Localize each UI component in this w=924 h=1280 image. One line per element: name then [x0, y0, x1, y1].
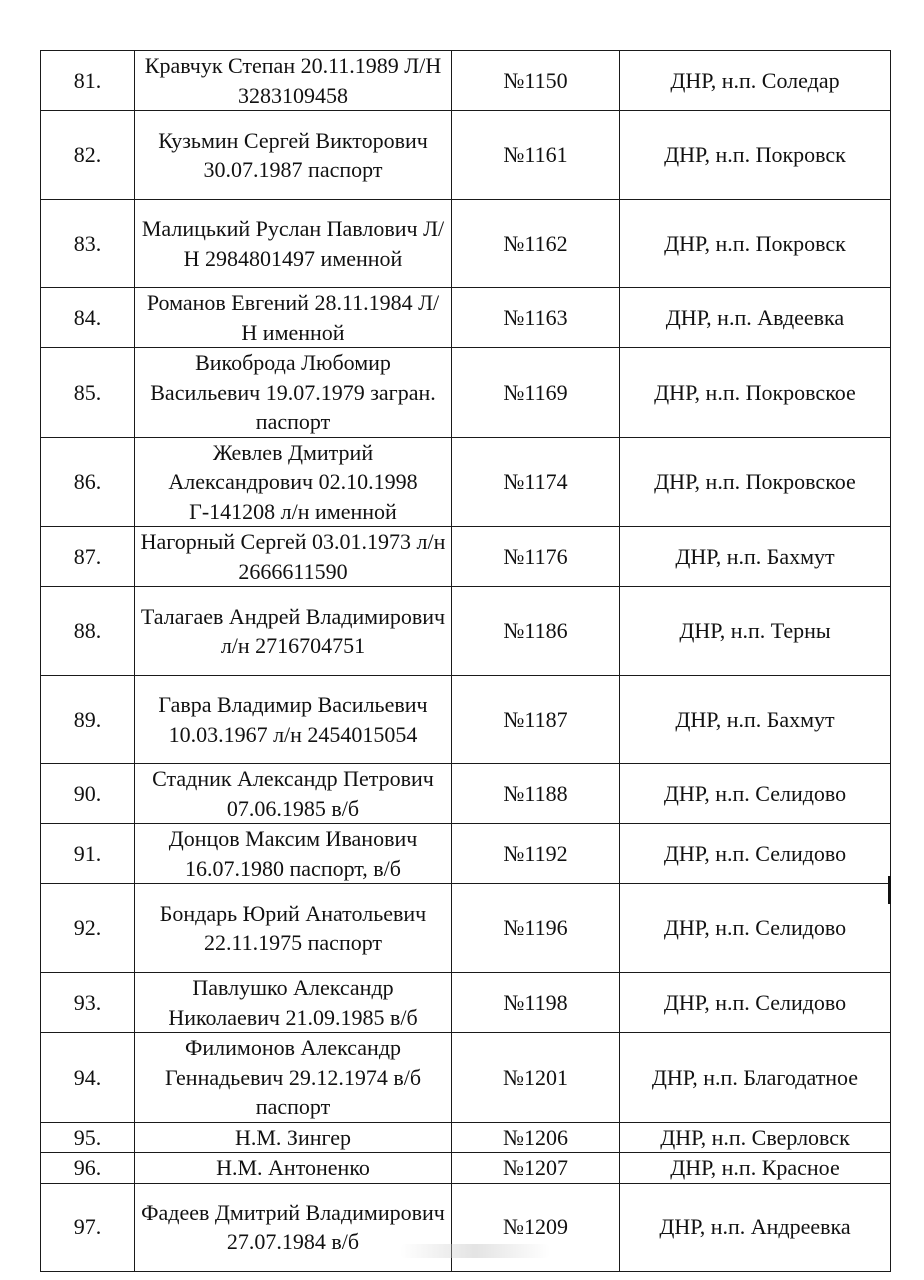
location: ДНР, н.п. Селидово: [620, 973, 891, 1033]
document-number: №1169: [452, 348, 620, 438]
document-number: №1176: [452, 527, 620, 587]
document-number: №1161: [452, 111, 620, 200]
row-number: 90.: [41, 764, 135, 824]
table-row: [41, 884, 891, 973]
person-details: Нагорный Сергей 03.01.1973 л/н 2666611590: [135, 527, 452, 587]
table-row: [41, 437, 891, 527]
person-details: Фадеев Дмитрий Владимирович 27.07.1984 в/б: [135, 1183, 452, 1271]
person-details: Викоброда Любомир Васильевич 19.07.1979 загран. паспорт: [135, 348, 452, 438]
location: ДНР, н.п. Бахмут: [620, 527, 891, 587]
location: ДНР, н.п. Благодатное: [620, 1033, 891, 1123]
row-number: 91.: [41, 824, 135, 884]
document-number: №1206: [452, 1122, 620, 1153]
document-number: №1150: [452, 51, 620, 111]
location: ДНР, н.п. Покровское: [620, 348, 891, 438]
table-row: [41, 527, 891, 587]
document-number: №1201: [452, 1033, 620, 1123]
row-number: 92.: [41, 884, 135, 973]
page-edge-mark: [888, 876, 891, 904]
location: ДНР, н.п. Покровское: [620, 437, 891, 527]
table-row: [41, 1153, 891, 1184]
person-details: Гавра Владимир Васильевич 10.03.1967 л/н 2454015054: [135, 676, 452, 764]
document-number: №1188: [452, 764, 620, 824]
person-details: Жевлев Дмитрий Александрович 02.10.1998 Г-141208 л/н именной: [135, 437, 452, 527]
person-details: Н.М. Зингер: [135, 1122, 452, 1153]
location: ДНР, н.п. Селидово: [620, 824, 891, 884]
faint-watermark: [400, 1244, 550, 1258]
row-number: 95.: [41, 1122, 135, 1153]
row-number: 84.: [41, 288, 135, 348]
location: ДНР, н.п. Красное: [620, 1153, 891, 1184]
table-row: [41, 824, 891, 884]
row-number: 97.: [41, 1183, 135, 1271]
person-details: Романов Евгений 28.11.1984 Л/Н именной: [135, 288, 452, 348]
location: ДНР, н.п. Авдеевка: [620, 288, 891, 348]
table-row: [41, 1033, 891, 1123]
document-number: №1198: [452, 973, 620, 1033]
person-details: Талагаев Андрей Владимирович л/н 2716704751: [135, 587, 452, 676]
table-row: [41, 1122, 891, 1153]
location: ДНР, н.п. Соледар: [620, 51, 891, 111]
table-row: [41, 764, 891, 824]
row-number: 93.: [41, 973, 135, 1033]
document-number: №1209: [452, 1183, 620, 1271]
document-number: №1207: [452, 1153, 620, 1184]
person-details: Малицький Руслан Павлович Л/Н 2984801497 именной: [135, 200, 452, 288]
location: ДНР, н.п. Андреевка: [620, 1183, 891, 1271]
records-table: [40, 50, 891, 1272]
person-details: Павлушко Александр Николаевич 21.09.1985 в/б: [135, 973, 452, 1033]
row-number: 88.: [41, 587, 135, 676]
row-number: 89.: [41, 676, 135, 764]
location: ДНР, н.п. Бахмут: [620, 676, 891, 764]
table-row: [41, 111, 891, 200]
row-number: 82.: [41, 111, 135, 200]
document-number: №1162: [452, 200, 620, 288]
person-details: Донцов Максим Иванович 16.07.1980 паспорт, в/б: [135, 824, 452, 884]
person-details: Н.М. Антоненко: [135, 1153, 452, 1184]
table-row: [41, 200, 891, 288]
person-details: Кузьмин Сергей Викторович 30.07.1987 паспорт: [135, 111, 452, 200]
person-details: Филимонов Александр Геннадьевич 29.12.1974 в/б паспорт: [135, 1033, 452, 1123]
row-number: 96.: [41, 1153, 135, 1184]
row-number: 87.: [41, 527, 135, 587]
table-row: [41, 348, 891, 438]
table-row: [41, 51, 891, 111]
document-number: №1174: [452, 437, 620, 527]
table-row: [41, 973, 891, 1033]
document-number: №1196: [452, 884, 620, 973]
location: ДНР, н.п. Терны: [620, 587, 891, 676]
person-details: Стадник Александр Петрович 07.06.1985 в/б: [135, 764, 452, 824]
document-number: №1186: [452, 587, 620, 676]
document-number: №1192: [452, 824, 620, 884]
row-number: 86.: [41, 437, 135, 527]
table-row: [41, 587, 891, 676]
location: ДНР, н.п. Селидово: [620, 764, 891, 824]
table-row: [41, 676, 891, 764]
document-number: №1187: [452, 676, 620, 764]
row-number: 85.: [41, 348, 135, 438]
person-details: Бондарь Юрий Анатольевич 22.11.1975 паспорт: [135, 884, 452, 973]
document-number: №1163: [452, 288, 620, 348]
table-row: [41, 288, 891, 348]
row-number: 83.: [41, 200, 135, 288]
location: ДНР, н.п. Селидово: [620, 884, 891, 973]
location: ДНР, н.п. Покровск: [620, 111, 891, 200]
row-number: 94.: [41, 1033, 135, 1123]
person-details: Кравчук Степан 20.11.1989 Л/Н 3283109458: [135, 51, 452, 111]
row-number: 81.: [41, 51, 135, 111]
location: ДНР, н.п. Сверловск: [620, 1122, 891, 1153]
location: ДНР, н.п. Покровск: [620, 200, 891, 288]
